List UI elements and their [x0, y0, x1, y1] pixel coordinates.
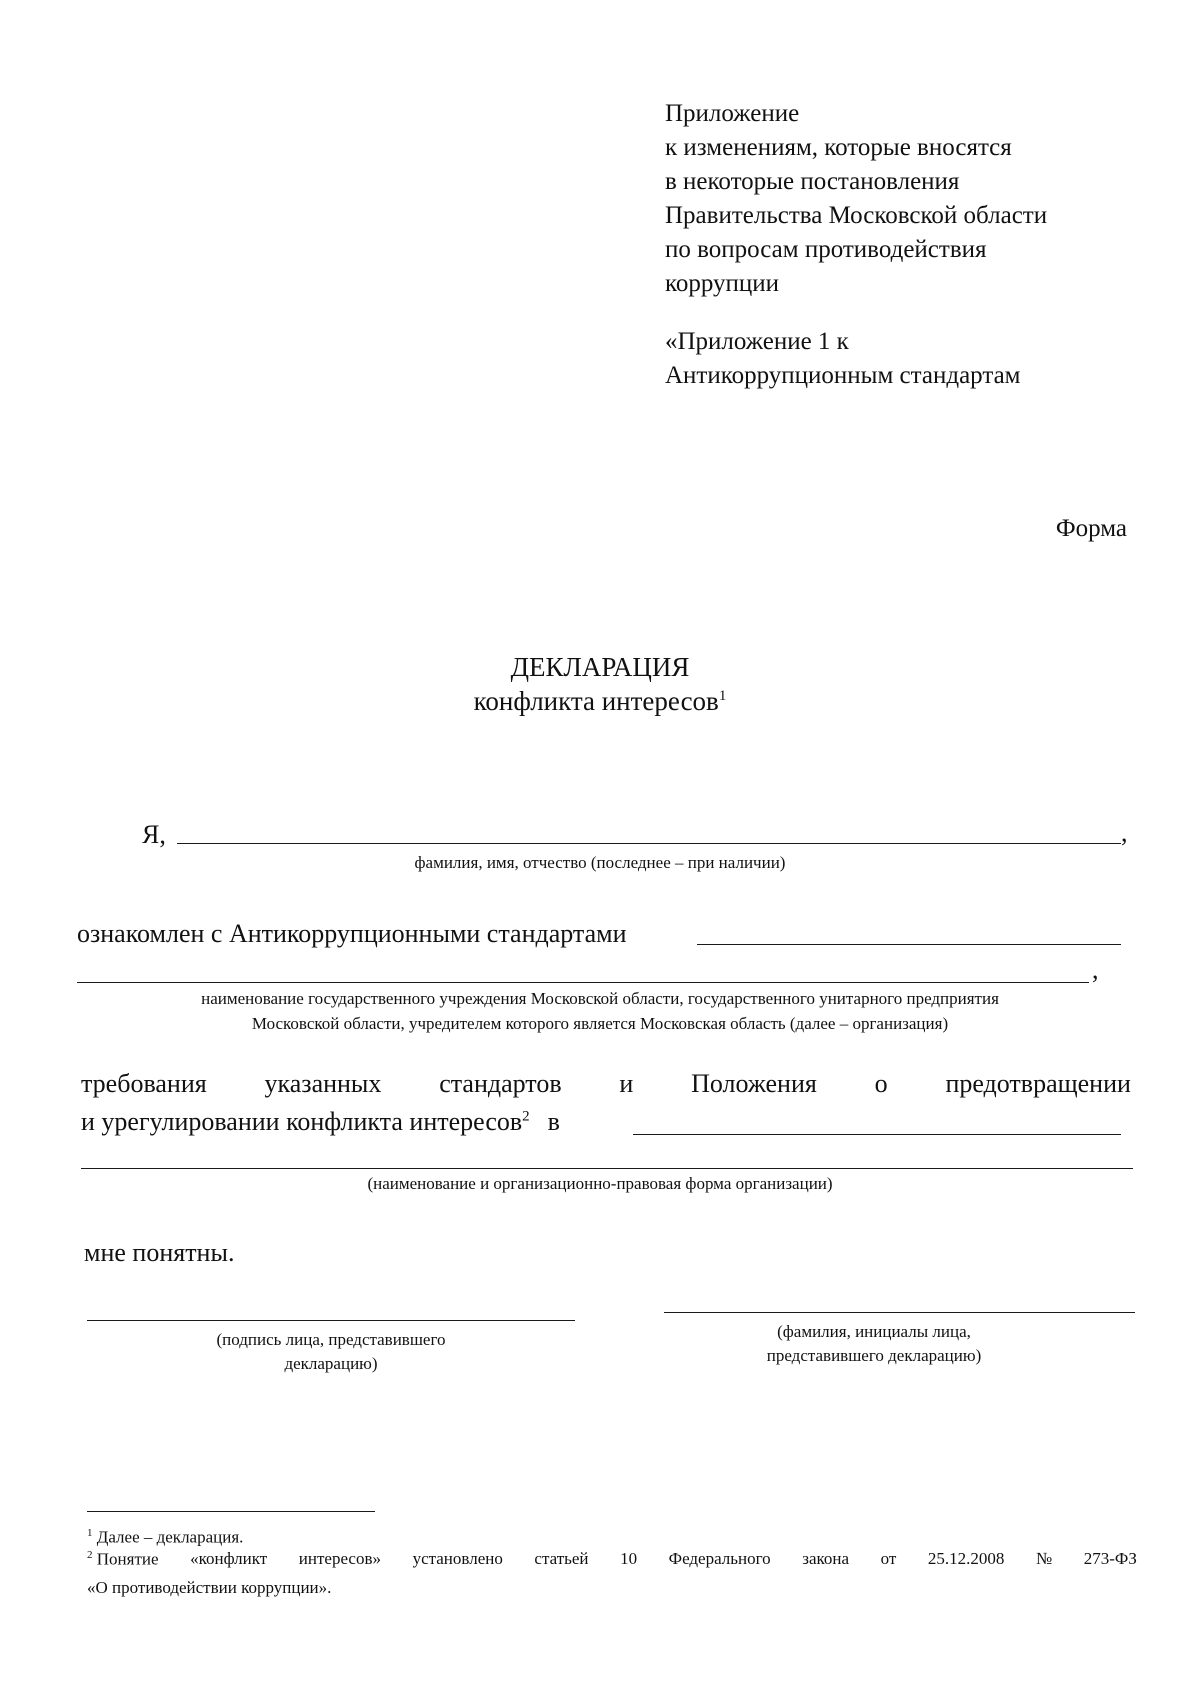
understood-text: мне понятны.	[84, 1238, 235, 1267]
name-initials-caption-2: представившего декларацию)	[766, 1346, 982, 1365]
footnote-2	[87, 1549, 1137, 1570]
signature-caption-2: декларацию)	[284, 1354, 378, 1373]
sub-appendix-line: «Приложение 1 к	[665, 328, 849, 355]
footnote-mark: 1	[87, 1527, 93, 1539]
title-main: ДЕКЛАРАЦИЯ	[510, 652, 690, 682]
footnote-2-line2: «О противодействии коррупции».	[87, 1578, 332, 1597]
req-word: о	[874, 1069, 888, 1098]
footnote-1-text: Далее – декларация.	[96, 1527, 244, 1547]
name-initials-caption-1: (фамилия, инициалы лица,	[777, 1322, 971, 1341]
footnote-mark: 2	[87, 1549, 93, 1561]
appendix-line: по вопросам противодействия	[665, 236, 987, 263]
ya-label: Я,	[142, 820, 166, 849]
footnote-mark: 2	[522, 1108, 530, 1125]
fio-underline	[177, 843, 1121, 844]
footnote-1	[87, 1522, 243, 1549]
regulation-line	[81, 1107, 560, 1137]
fn2-word: закона	[802, 1549, 850, 1568]
org-name-underline	[633, 1134, 1121, 1135]
appendix-line: Приложение	[665, 100, 800, 127]
org-underline	[77, 982, 1089, 983]
appendix-line: коррупции	[665, 270, 780, 297]
req-word: стандартов	[439, 1069, 562, 1098]
fn2-word: Федерального	[668, 1549, 771, 1568]
appendix-header	[665, 97, 1155, 301]
fio-caption	[0, 853, 1200, 873]
fio-caption-text: фамилия, имя, отчество (последнее – при наличии)	[414, 853, 786, 872]
title-sub-wrap	[0, 684, 1200, 718]
fn2-word: 10	[620, 1549, 638, 1568]
org-form-underline	[81, 1168, 1133, 1169]
req-word: требования	[81, 1069, 207, 1098]
fn2-word: Понятие	[96, 1549, 159, 1569]
fn2-word: от	[880, 1549, 897, 1568]
req-word: указанных	[264, 1069, 382, 1098]
appendix-line: к изменениям, которые вносятся	[665, 134, 1012, 161]
req-word: Положения	[691, 1069, 817, 1098]
fn2-word: статьей	[534, 1549, 589, 1568]
fn2-word: установлено	[412, 1549, 503, 1568]
sub-appendix-line: Антикоррупционным стандартам	[665, 362, 1021, 389]
regulation-text: и урегулировании конфликта интересов	[81, 1107, 523, 1136]
appendix-line: Правительства Московской области	[665, 202, 1048, 229]
org-form-caption-text: (наименование и организационно-правовая форма организации)	[367, 1174, 833, 1193]
org-comma: ,	[1092, 955, 1099, 984]
signature-underline	[87, 1320, 575, 1321]
appendix-line: в некоторые постановления	[665, 168, 960, 195]
sub-appendix-header	[665, 325, 1155, 393]
org-caption-1	[0, 989, 1200, 1009]
name-initials-caption	[664, 1320, 1084, 1368]
title-sub: конфликта интересов	[473, 686, 719, 716]
fn2-word: №	[1035, 1549, 1053, 1568]
org-caption-1-text: наименование государственного учреждения Московской области, государственного унитарного предприятия	[201, 989, 999, 1008]
ya-comma: ,	[1121, 818, 1128, 847]
fn2-word-wrap	[87, 1549, 159, 1570]
fn2-word: 273-ФЗ	[1083, 1549, 1137, 1568]
acquainted-text: ознакомлен с Антикоррупционными стандартами	[77, 919, 627, 948]
fn2-word: 25.12.2008	[927, 1549, 1005, 1568]
org-caption-2	[0, 1014, 1200, 1034]
req-word: предотвращении	[945, 1069, 1131, 1098]
standards-underline	[697, 944, 1121, 945]
signature-caption-1: (подпись лица, представившего	[216, 1330, 446, 1349]
signature-caption	[87, 1328, 575, 1376]
fn2-word: интересов»	[298, 1549, 382, 1568]
org-caption-2-text: Московской области, учредителем которого является Московская область (далее – организация)	[251, 1014, 949, 1033]
regulation-in: в	[547, 1107, 560, 1136]
form-label: Форма	[1055, 515, 1127, 542]
org-form-caption	[0, 1174, 1200, 1194]
req-word: и	[619, 1069, 634, 1098]
footnote-mark: 1	[718, 688, 727, 704]
footnote-separator	[87, 1511, 375, 1512]
name-initials-underline	[664, 1312, 1135, 1313]
document-title	[0, 650, 1200, 718]
requirements-line	[81, 1069, 1131, 1099]
fn2-word: «конфликт	[190, 1549, 268, 1568]
